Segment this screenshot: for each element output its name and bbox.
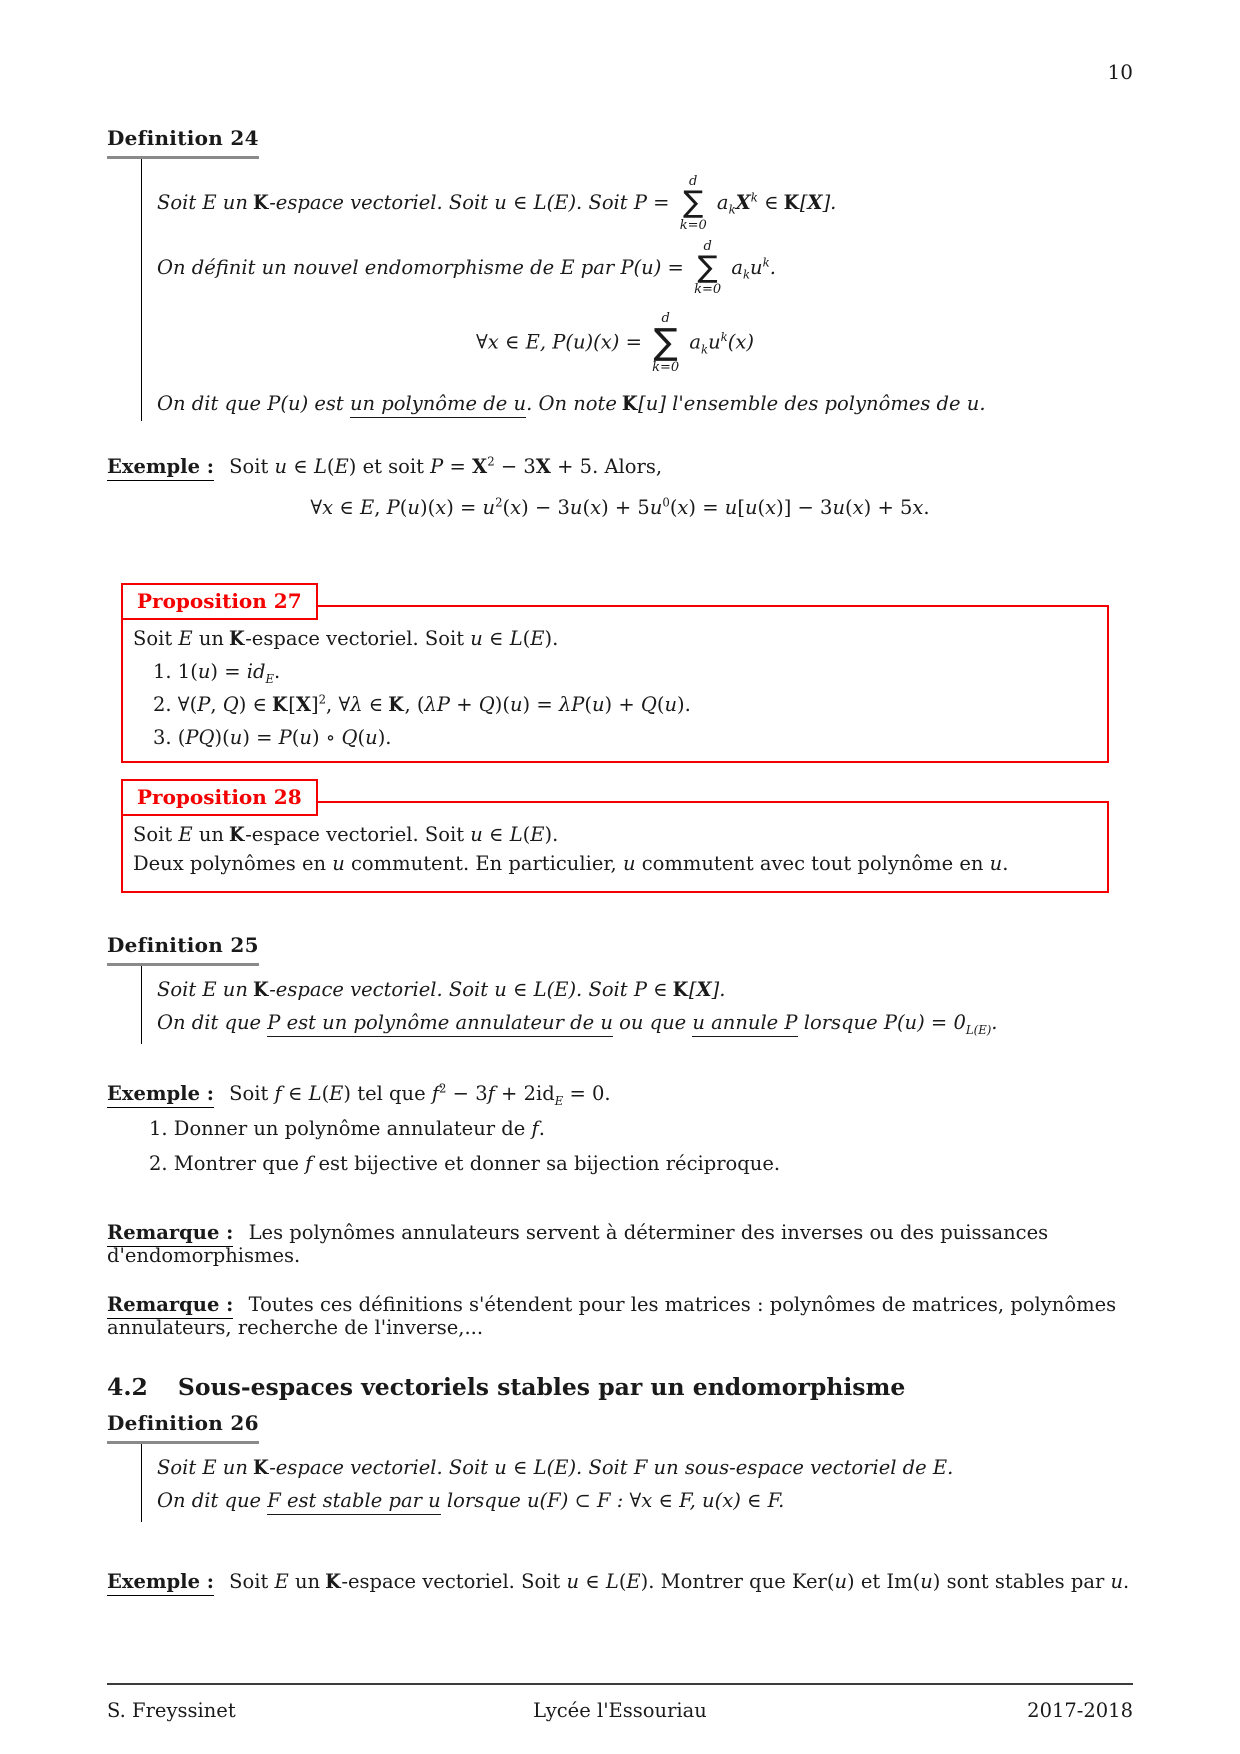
footer-row xyxy=(107,1699,1133,1722)
definition-25-body xyxy=(141,966,1133,1044)
page-number: 10 xyxy=(1107,60,1133,84)
definition-26-line2: On dit que F est stable par u lorsque u(F) ⊂ F : ∀x ∈ F, u(x) ∈ F. xyxy=(157,1489,1133,1512)
definition-24-line3: On dit que P(u) est un polynôme de u. On note K[u] l'ensemble des polynômes de u. xyxy=(157,392,1133,415)
remark-2-paragraph xyxy=(107,1293,1133,1339)
definition-25-title: Definition 25 xyxy=(107,933,259,958)
remark-2-label: Remarque : xyxy=(107,1293,233,1319)
example-1-paragraph xyxy=(107,455,1133,478)
section-heading xyxy=(107,1373,1133,1401)
definition-25-block xyxy=(107,933,1133,1044)
definition-26-line1: Soit E un K-espace vectoriel. Soit u ∈ L(E). Soit F un sous-espace vectoriel de E. xyxy=(157,1456,954,1480)
example-2-item-2: 2. Montrer que f est bijective et donner sa bijection réciproque. xyxy=(149,1152,781,1176)
remark-1-paragraph xyxy=(107,1221,1133,1267)
proposition-28-line2: Deux polynômes en u commutent. En particulier, u commutent avec tout polynôme en u. xyxy=(133,852,1009,876)
definition-24-line1: Soit E un K-espace vectoriel. Soit u ∈ L(E). Soit P = d ∑ k=0 $a_kX^k$ ∈ K[X]. xyxy=(157,174,837,233)
example-3-text: Soit E un K-espace vectoriel. Soit u ∈ L(E). Montrer que Ker(u) et Im(u) sont stables par u. xyxy=(229,1570,1130,1594)
footer-rule xyxy=(107,1683,1133,1685)
example-2-label: Exemple : xyxy=(107,1082,214,1108)
remark-1-text: Les polynômes annulateurs servent à déterminer des inverses ou des puissances d'endomorphismes. xyxy=(107,1221,1049,1268)
proposition-27-item-2: 2. ∀(P, Q) ∈ $K[X]^2$, ∀λ ∈ K, (λP + Q)(u) = λP(u) + Q(u). xyxy=(153,692,691,717)
definition-24-block xyxy=(107,126,1133,421)
example-2-item-1: 1. Donner un polynôme annulateur de f. xyxy=(149,1117,545,1141)
example-2-text: Soit f ∈ L(E) tel que $f^2 - 3f + 2id_E = 0$. xyxy=(229,1081,611,1109)
definition-24-title: Definition 24 xyxy=(107,126,259,150)
example-1-display-formula: ∀x ∈ E, $P(u)(x) = u^2(x) - 3u(x) + 5u^0(x) = u[u(x)] - 3u(x) + 5x$. xyxy=(310,495,930,520)
proposition-27-box xyxy=(121,583,1109,763)
definition-26-body xyxy=(141,1444,1133,1522)
example-1-text: Soit u ∈ L(E) et soit $P = X^2 - 3X + 5$. Alors, xyxy=(229,454,663,479)
example-2-paragraph xyxy=(107,1081,1133,1109)
definition-24-body xyxy=(141,159,1133,421)
proposition-27-title: Proposition 27 xyxy=(121,583,318,620)
footer-year: 2017-2018 xyxy=(1027,1699,1133,1722)
proposition-28-title: Proposition 28 xyxy=(121,779,318,816)
definition-26-title: Definition 26 xyxy=(107,1411,259,1436)
footer-author: S. Freyssinet xyxy=(107,1699,236,1722)
remark-2-text: Toutes ces définitions s'étendent pour les matrices : polynômes de matrices, polynômes annulateurs, recherche de l'inverse,... xyxy=(107,1293,1117,1340)
proposition-27-body xyxy=(121,605,1109,763)
footer-school: Lycée l'Essouriau xyxy=(533,1699,707,1722)
definition-25-line1: Soit E un K-espace vectoriel. Soit u ∈ L(E). Soit P ∈ K[X]. xyxy=(157,978,726,1002)
proposition-27-item-1: 1. $1(u) = id_E$. xyxy=(153,660,281,687)
proposition-27-line1: Soit E un K-espace vectoriel. Soit u ∈ L(E). xyxy=(133,627,559,651)
example-1-label: Exemple : xyxy=(107,455,214,481)
example-3-paragraph xyxy=(107,1570,1133,1593)
definition-25-line2: On dit que P est un polynôme annulateur de u ou que u annule P lorsque $P(u) = 0_{L(E)}$. xyxy=(157,1011,998,1038)
proposition-27-item-3: 3. (PQ)(u) = P(u) ∘ Q(u). xyxy=(153,726,392,750)
section-title: Sous-espaces vectoriels stables par un endomorphisme xyxy=(177,1373,906,1402)
section-number: 4.2 xyxy=(107,1373,148,1402)
remark-1-label: Remarque : xyxy=(107,1221,233,1247)
definition-24-line2: On définit un nouvel endomorphisme de E par P(u) = d ∑ k=0 $a_ku^k$. xyxy=(157,238,776,297)
proposition-28-box xyxy=(121,779,1109,893)
page-footer xyxy=(107,1683,1133,1722)
definition-26-block xyxy=(107,1411,1133,1522)
proposition-28-line1: Soit E un K-espace vectoriel. Soit u ∈ L(E). xyxy=(133,823,559,847)
definition-24-display-formula: ∀x ∈ E, P(u)(x) = d ∑ k=0 $a_ku^k(x)$ xyxy=(476,311,754,376)
example-3-label: Exemple : xyxy=(107,1570,214,1596)
